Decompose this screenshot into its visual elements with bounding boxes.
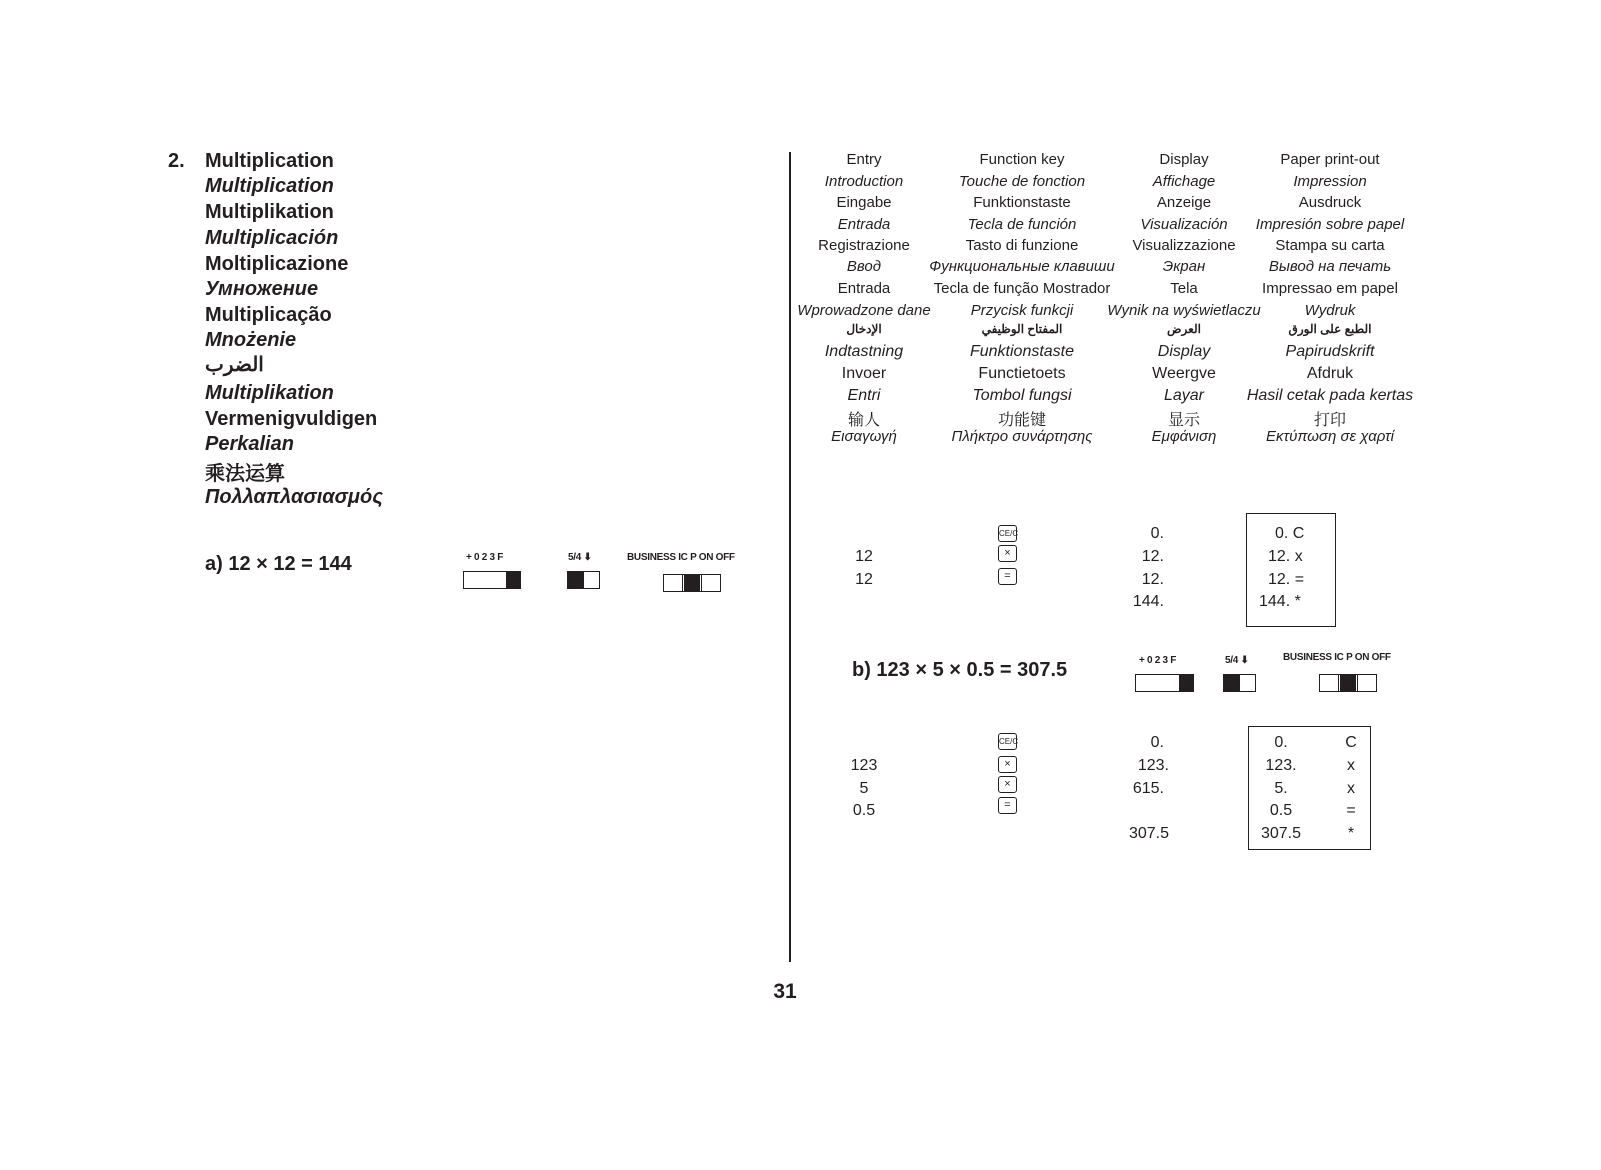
multiply-key-icon: × — [998, 545, 1017, 562]
header-key-label: Przycisk funkcji — [970, 302, 1074, 319]
tape-symbol: C — [1345, 734, 1357, 751]
display-value: 12. — [1141, 548, 1164, 565]
section-title: Multiplication — [205, 150, 334, 172]
decimal-switch — [1135, 674, 1194, 692]
header-key-label: Tasto di funzione — [965, 237, 1079, 254]
header-entry-label: Entrada — [837, 280, 891, 297]
section-title: Moltiplicazione — [205, 253, 349, 275]
header-key-label: Funktionstaste — [973, 194, 1071, 211]
header-entry-label: 输人 — [847, 412, 881, 429]
section-title: Multiplicação — [205, 304, 332, 326]
header-display-label: Tela — [1170, 280, 1198, 297]
header-paper-label: Hasil cetak pada kertas — [1246, 387, 1414, 404]
clear-key-icon: CE/C — [998, 525, 1017, 542]
header-display-label: Экран — [1162, 258, 1206, 275]
header-key-label: Tecla de función — [967, 216, 1077, 233]
display-value: 0. — [1150, 734, 1164, 751]
equals-key-icon: = — [998, 568, 1017, 585]
tape-value: 123. — [1265, 757, 1297, 774]
header-key-label: المفتاح الوظيفي — [981, 322, 1063, 336]
section-title: Multiplication — [205, 175, 334, 197]
tape-symbol: * — [1347, 825, 1355, 842]
header-display-label: Display — [1157, 343, 1211, 360]
header-entry-label: Ввод — [846, 258, 882, 275]
header-display-label: Layar — [1163, 387, 1205, 404]
round-switch-label: 5/4 ⬇ — [1225, 655, 1249, 666]
mode-switch — [1319, 674, 1377, 692]
header-display-label: Wynik na wyświetlaczu — [1107, 302, 1261, 319]
example-a-equation: a) 12 × 12 = 144 — [205, 553, 352, 575]
header-display-label: 显示 — [1167, 412, 1201, 429]
round-switch — [567, 571, 600, 589]
entry-value: 5 — [859, 780, 869, 797]
header-paper-label: 打印 — [1313, 412, 1347, 429]
tape-line: 12. = — [1268, 571, 1305, 588]
display-value: 12. — [1141, 571, 1164, 588]
header-paper-label: Εκτύπωση σε χαρτί — [1266, 428, 1394, 445]
header-key-label: Functietoets — [978, 365, 1066, 382]
tape-symbol: x — [1347, 780, 1355, 797]
display-value: 123. — [1137, 757, 1169, 774]
entry-value: 12 — [855, 571, 873, 588]
display-value: 144. — [1132, 593, 1164, 610]
header-display-label: Visualización — [1140, 216, 1228, 233]
tape-symbol: = — [1346, 802, 1356, 819]
header-paper-label: Papirudskrift — [1285, 343, 1375, 360]
entry-value: 123 — [850, 757, 878, 774]
header-entry-label: Registrazione — [818, 237, 910, 254]
header-key-label: Tecla de função Mostrador — [933, 280, 1111, 297]
header-entry-label: Entri — [847, 387, 881, 404]
header-paper-label: Afdruk — [1306, 365, 1354, 382]
example-b-equation: b) 123 × 5 × 0.5 = 307.5 — [852, 659, 1068, 681]
section-title: 乘法运算 — [205, 463, 285, 485]
round-switch — [1223, 674, 1256, 692]
header-display-label: Weergve — [1152, 365, 1216, 382]
header-key-label: Πλήκτρο συνάρτησης — [951, 428, 1093, 445]
header-paper-label: Impressao em papel — [1262, 280, 1398, 297]
decimal-switch — [463, 571, 521, 589]
display-value: 615. — [1132, 780, 1164, 797]
header-display-label: Affichage — [1152, 173, 1216, 190]
header-paper-label: الطبع على الورق — [1288, 322, 1372, 336]
section-title: Multiplikation — [205, 382, 334, 404]
header-paper-label: Impresión sobre papel — [1255, 216, 1405, 233]
round-switch-label: 5/4 ⬇ — [568, 552, 592, 563]
entry-value: 12 — [855, 548, 873, 565]
header-entry-label: الإدخال — [846, 322, 882, 336]
header-display-label: Anzeige — [1156, 194, 1212, 211]
decimal-switch-label: + 0 2 3 F — [1139, 655, 1177, 666]
column-divider — [789, 152, 791, 962]
header-entry-label: Eingabe — [836, 194, 892, 211]
page-number: 31 — [773, 980, 797, 1003]
header-entry-label: Entrada — [837, 216, 891, 233]
header-display-label: Display — [1159, 151, 1209, 168]
header-display-label: Visualizzazione — [1132, 237, 1236, 254]
header-entry-label: Wprowadzone dane — [797, 302, 931, 319]
multiply-key-icon: × — [998, 776, 1017, 793]
section-title: Perkalian — [205, 433, 294, 455]
header-paper-label: Ausdruck — [1298, 194, 1362, 211]
header-entry-label: Indtastning — [824, 343, 904, 360]
section-title: الضرب — [205, 354, 264, 376]
header-key-label: 功能键 — [997, 412, 1047, 429]
header-display-label: Εμφάνιση — [1151, 428, 1217, 445]
header-entry-label: Entry — [846, 151, 882, 168]
section-title: Vermenigvuldigen — [205, 408, 378, 430]
tape-line: 12. x — [1268, 548, 1303, 565]
section-title: Умножение — [205, 278, 319, 300]
header-entry-label: Εισαγωγή — [831, 428, 897, 445]
header-key-label: Function key — [979, 151, 1065, 168]
header-paper-label: Paper print-out — [1280, 151, 1380, 168]
header-key-label: Функциональные клавиши — [929, 258, 1115, 275]
header-paper-label: Вывод на печать — [1268, 258, 1392, 275]
section-title: Multiplicación — [205, 227, 339, 249]
header-key-label: Touche de fonction — [958, 173, 1086, 190]
tape-value: 0.5 — [1269, 802, 1293, 819]
tape-value: 5. — [1274, 780, 1288, 797]
mode-switch — [663, 574, 721, 592]
display-value: 0. — [1150, 525, 1164, 542]
section-title: Πολλαπλασιασμός — [205, 486, 383, 508]
tape-symbol: x — [1347, 757, 1355, 774]
clear-key-icon: CE/C — [998, 733, 1017, 750]
decimal-switch-label: + 0 2 3 F — [466, 552, 504, 563]
section-number: 2. — [168, 150, 185, 172]
tape-value: 307.5 — [1260, 825, 1302, 842]
section-title: Multiplikation — [205, 201, 334, 223]
header-paper-label: Impression — [1293, 173, 1367, 190]
mode-switch-label: BUSINESS IC P ON OFF — [1283, 652, 1391, 663]
section-title: Mnożenie — [205, 329, 297, 351]
tape-line: 144. * — [1259, 593, 1301, 610]
header-key-label: Funktionstaste — [969, 343, 1075, 360]
header-display-label: العرض — [1167, 322, 1201, 336]
entry-value: 0.5 — [852, 802, 876, 819]
header-entry-label: Invoer — [841, 365, 887, 382]
equals-key-icon: = — [998, 797, 1017, 814]
header-entry-label: Introduction — [824, 173, 904, 190]
display-value: 307.5 — [1128, 825, 1169, 842]
header-paper-label: Stampa su carta — [1275, 237, 1385, 254]
tape-value: 0. — [1274, 734, 1288, 751]
header-paper-label: Wydruk — [1304, 302, 1356, 319]
mode-switch-label: BUSINESS IC P ON OFF — [627, 552, 735, 563]
tape-line: 0. C — [1275, 525, 1305, 542]
multiply-key-icon: × — [998, 756, 1017, 773]
header-key-label: Tombol fungsi — [972, 387, 1072, 404]
